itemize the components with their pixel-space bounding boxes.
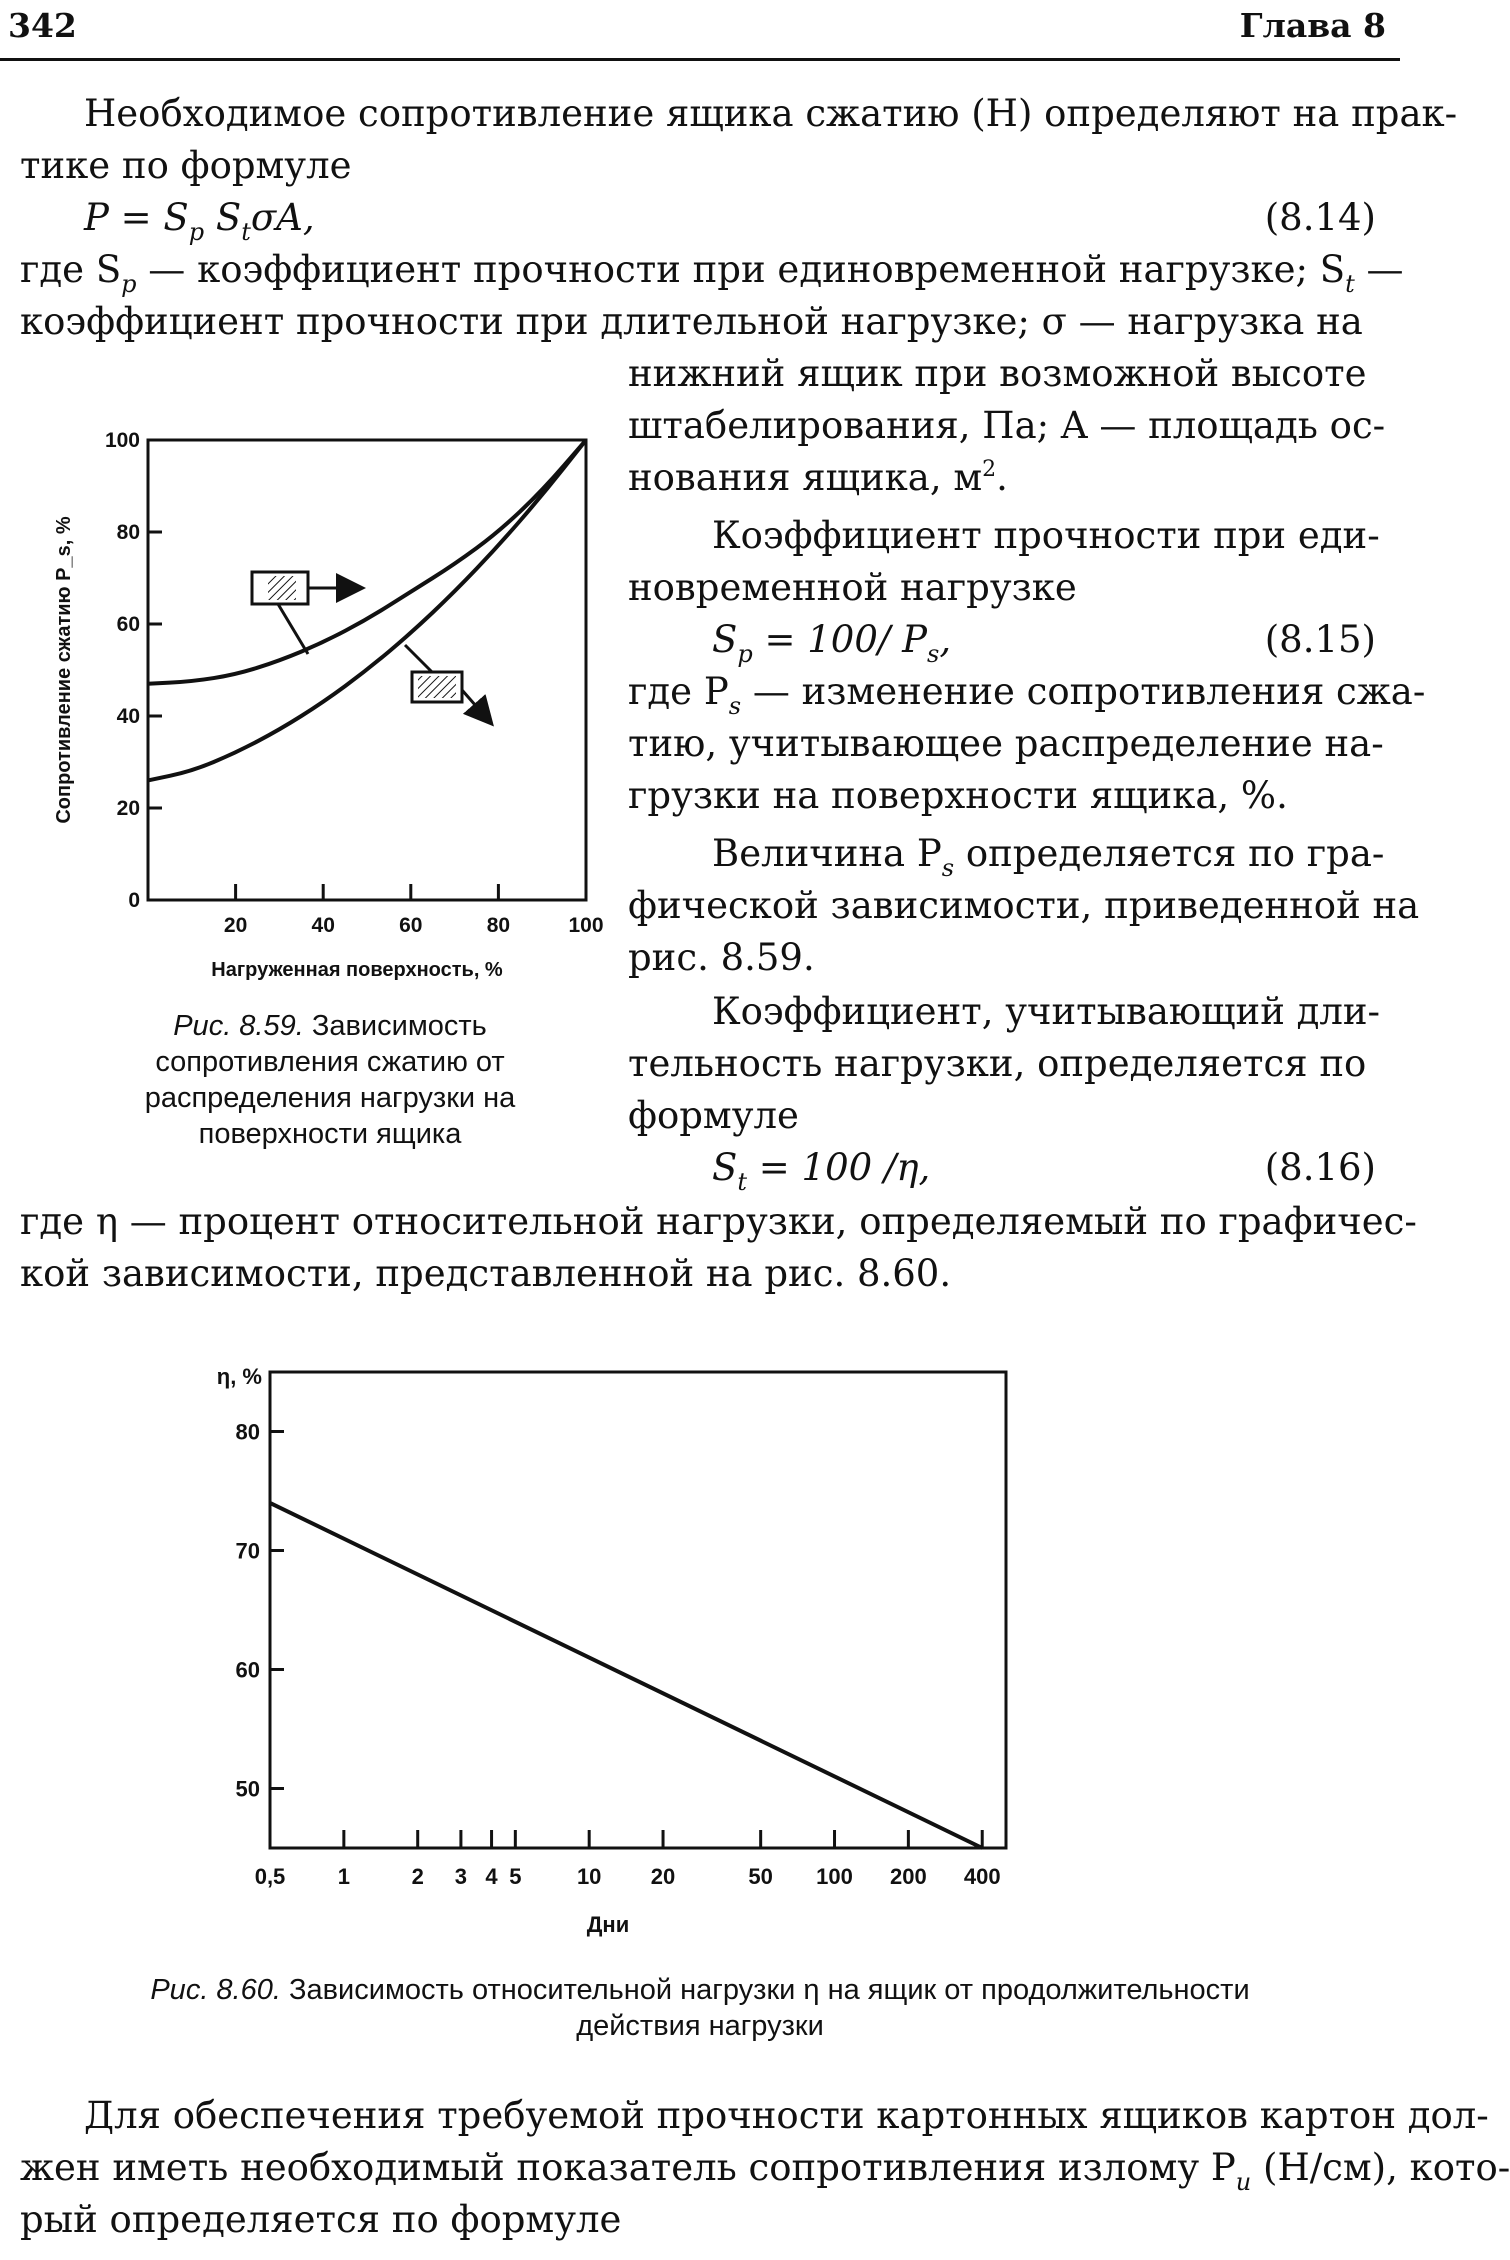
y-axis-label: η, % (216, 1364, 262, 1389)
para4-line1: Коэффициент, учитывающий дли- (712, 990, 1381, 1033)
x-tick-label: 20 (650, 1864, 676, 1889)
y-tick-label: 100 (104, 429, 140, 452)
figure-8-60-caption: Рис. 8.60. Зависимость относительной нагрузки η на ящик от продолжительности действия нагрузки (150, 1974, 1250, 2042)
header-rule (0, 58, 1400, 61)
x-tick-label: 60 (399, 914, 423, 937)
equation-8-16-number: (8.16) (1264, 1146, 1376, 1189)
para6-line1: Для обеспечения требуемой прочности картонных ящиков картон дол- (84, 2094, 1489, 2137)
x-tick-label: 40 (311, 914, 335, 937)
figure-8-59-caption: Рис. 8.59. Зависимость сопротивления сжатию от распределения нагрузки на поверхности ящика (144, 1010, 516, 1150)
para3-line3: рис. 8.59. (628, 936, 815, 979)
y-tick-label: 60 (235, 1657, 260, 1683)
para2-line2: новременной нагрузке (628, 566, 1077, 609)
figure-8-59-chart (0, 410, 620, 990)
x-axis-label: Нагруженная поверхность, % (211, 959, 503, 981)
para3-line2: фической зависимости, приведенной на (628, 884, 1420, 927)
x-tick-label: 50 (748, 1864, 773, 1889)
hatch-fill-icon (268, 576, 296, 600)
para1-line1: Необходимое сопротивление ящика сжатию (Н) определяют на прак- (84, 92, 1458, 135)
where1-line1: где $S_p$ — коэффициент прочности при единовременной нагрузке; $S_t$ — (20, 248, 1404, 298)
x-axis-label: Дни (586, 1912, 630, 1937)
para3-line1: Величина $P_s$ определяется по гра- (712, 832, 1385, 882)
figure-8-60-chart (180, 1340, 1060, 1960)
chapter-title: Глава 8 (1239, 6, 1386, 45)
y-tick-label: 60 (116, 613, 140, 636)
where1-line3: нижний ящик при возможной высоте (628, 352, 1367, 395)
equation-8-15-number: (8.15) (1264, 618, 1376, 661)
leader-line (278, 604, 308, 654)
para5-line1: где η — процент относительной нагрузки, определяемый по графичес- (20, 1200, 1417, 1243)
equation-8-14: $P = S_p$ $S_t\sigma A$, (84, 196, 315, 246)
y-axis-label: Сопротивление сжатию P_s, % (53, 516, 75, 824)
x-tick-label: 100 (568, 914, 604, 937)
where2-line1: где $P_s$ — изменение сопротивления сжа- (628, 670, 1426, 720)
x-tick-label: 10 (576, 1864, 602, 1889)
para1-line2: тике по формуле (20, 144, 352, 187)
hatch-fill-icon (418, 676, 456, 698)
y-tick-label: 80 (116, 521, 140, 544)
x-tick-label: 5 (509, 1864, 522, 1889)
x-tick-label: 2 (411, 1864, 424, 1889)
figure-8-60-label: Рис. 8.60. (150, 1974, 281, 2006)
para6-line3: рый определяется по формуле (20, 2198, 622, 2241)
para4-line3: формуле (628, 1094, 799, 1137)
series-line-upper (148, 440, 586, 684)
plot-frame (270, 1372, 1006, 1848)
equation-8-14-number: (8.14) (1264, 196, 1376, 239)
where2-line2: тию, учитывающее распределение на- (628, 722, 1384, 765)
para2-line1: Коэффициент прочности при еди- (712, 514, 1380, 557)
where1-line2: коэффициент прочности при длительной нагрузке; σ — нагрузка на (20, 300, 1363, 343)
x-tick-label: 100 (816, 1864, 853, 1889)
para4-line2: тельность нагрузки, определяется по (628, 1042, 1367, 1085)
x-tick-label: 200 (890, 1864, 927, 1889)
x-tick-label: 80 (486, 914, 511, 937)
x-tick-label: 400 (963, 1864, 1001, 1889)
equation-8-15: $S_p = 100/$ $P_s$, (712, 618, 952, 668)
x-tick-label: 20 (223, 914, 248, 937)
para5-line2: кой зависимости, представленной на рис. 8.60. (20, 1252, 952, 1295)
arrow-down-right-icon (462, 690, 490, 722)
y-tick-label: 40 (116, 705, 140, 728)
equation-8-16: $S_t = 100$ /η, (712, 1146, 931, 1196)
x-tick-label: 4 (485, 1864, 498, 1889)
x-tick-label: 1 (337, 1864, 350, 1889)
page-number: 342 (8, 6, 77, 45)
x-tick-label: 0,5 (254, 1864, 286, 1889)
para6-line2: жен иметь необходимый показатель сопротивления излому $P_и$ (Н/см), кото- (20, 2146, 1510, 2196)
y-tick-label: 80 (235, 1419, 260, 1445)
leader-line (405, 645, 432, 672)
y-tick-label: 0 (128, 889, 140, 912)
y-tick-label: 50 (235, 1776, 260, 1802)
series-line-η (270, 1503, 982, 1848)
where2-line3: грузки на поверхности ящика, %. (628, 774, 1288, 817)
y-tick-label: 70 (235, 1538, 260, 1564)
y-tick-label: 20 (116, 797, 140, 820)
where1-line5: нования ящика, $м^2$. (628, 456, 1008, 499)
x-tick-label: 3 (454, 1864, 468, 1889)
figure-8-59-label: Рис. 8.59. (173, 1010, 304, 1042)
series-line-lower (148, 440, 586, 780)
where1-line4: штабелирования, Па; A — площадь ос- (628, 404, 1386, 447)
